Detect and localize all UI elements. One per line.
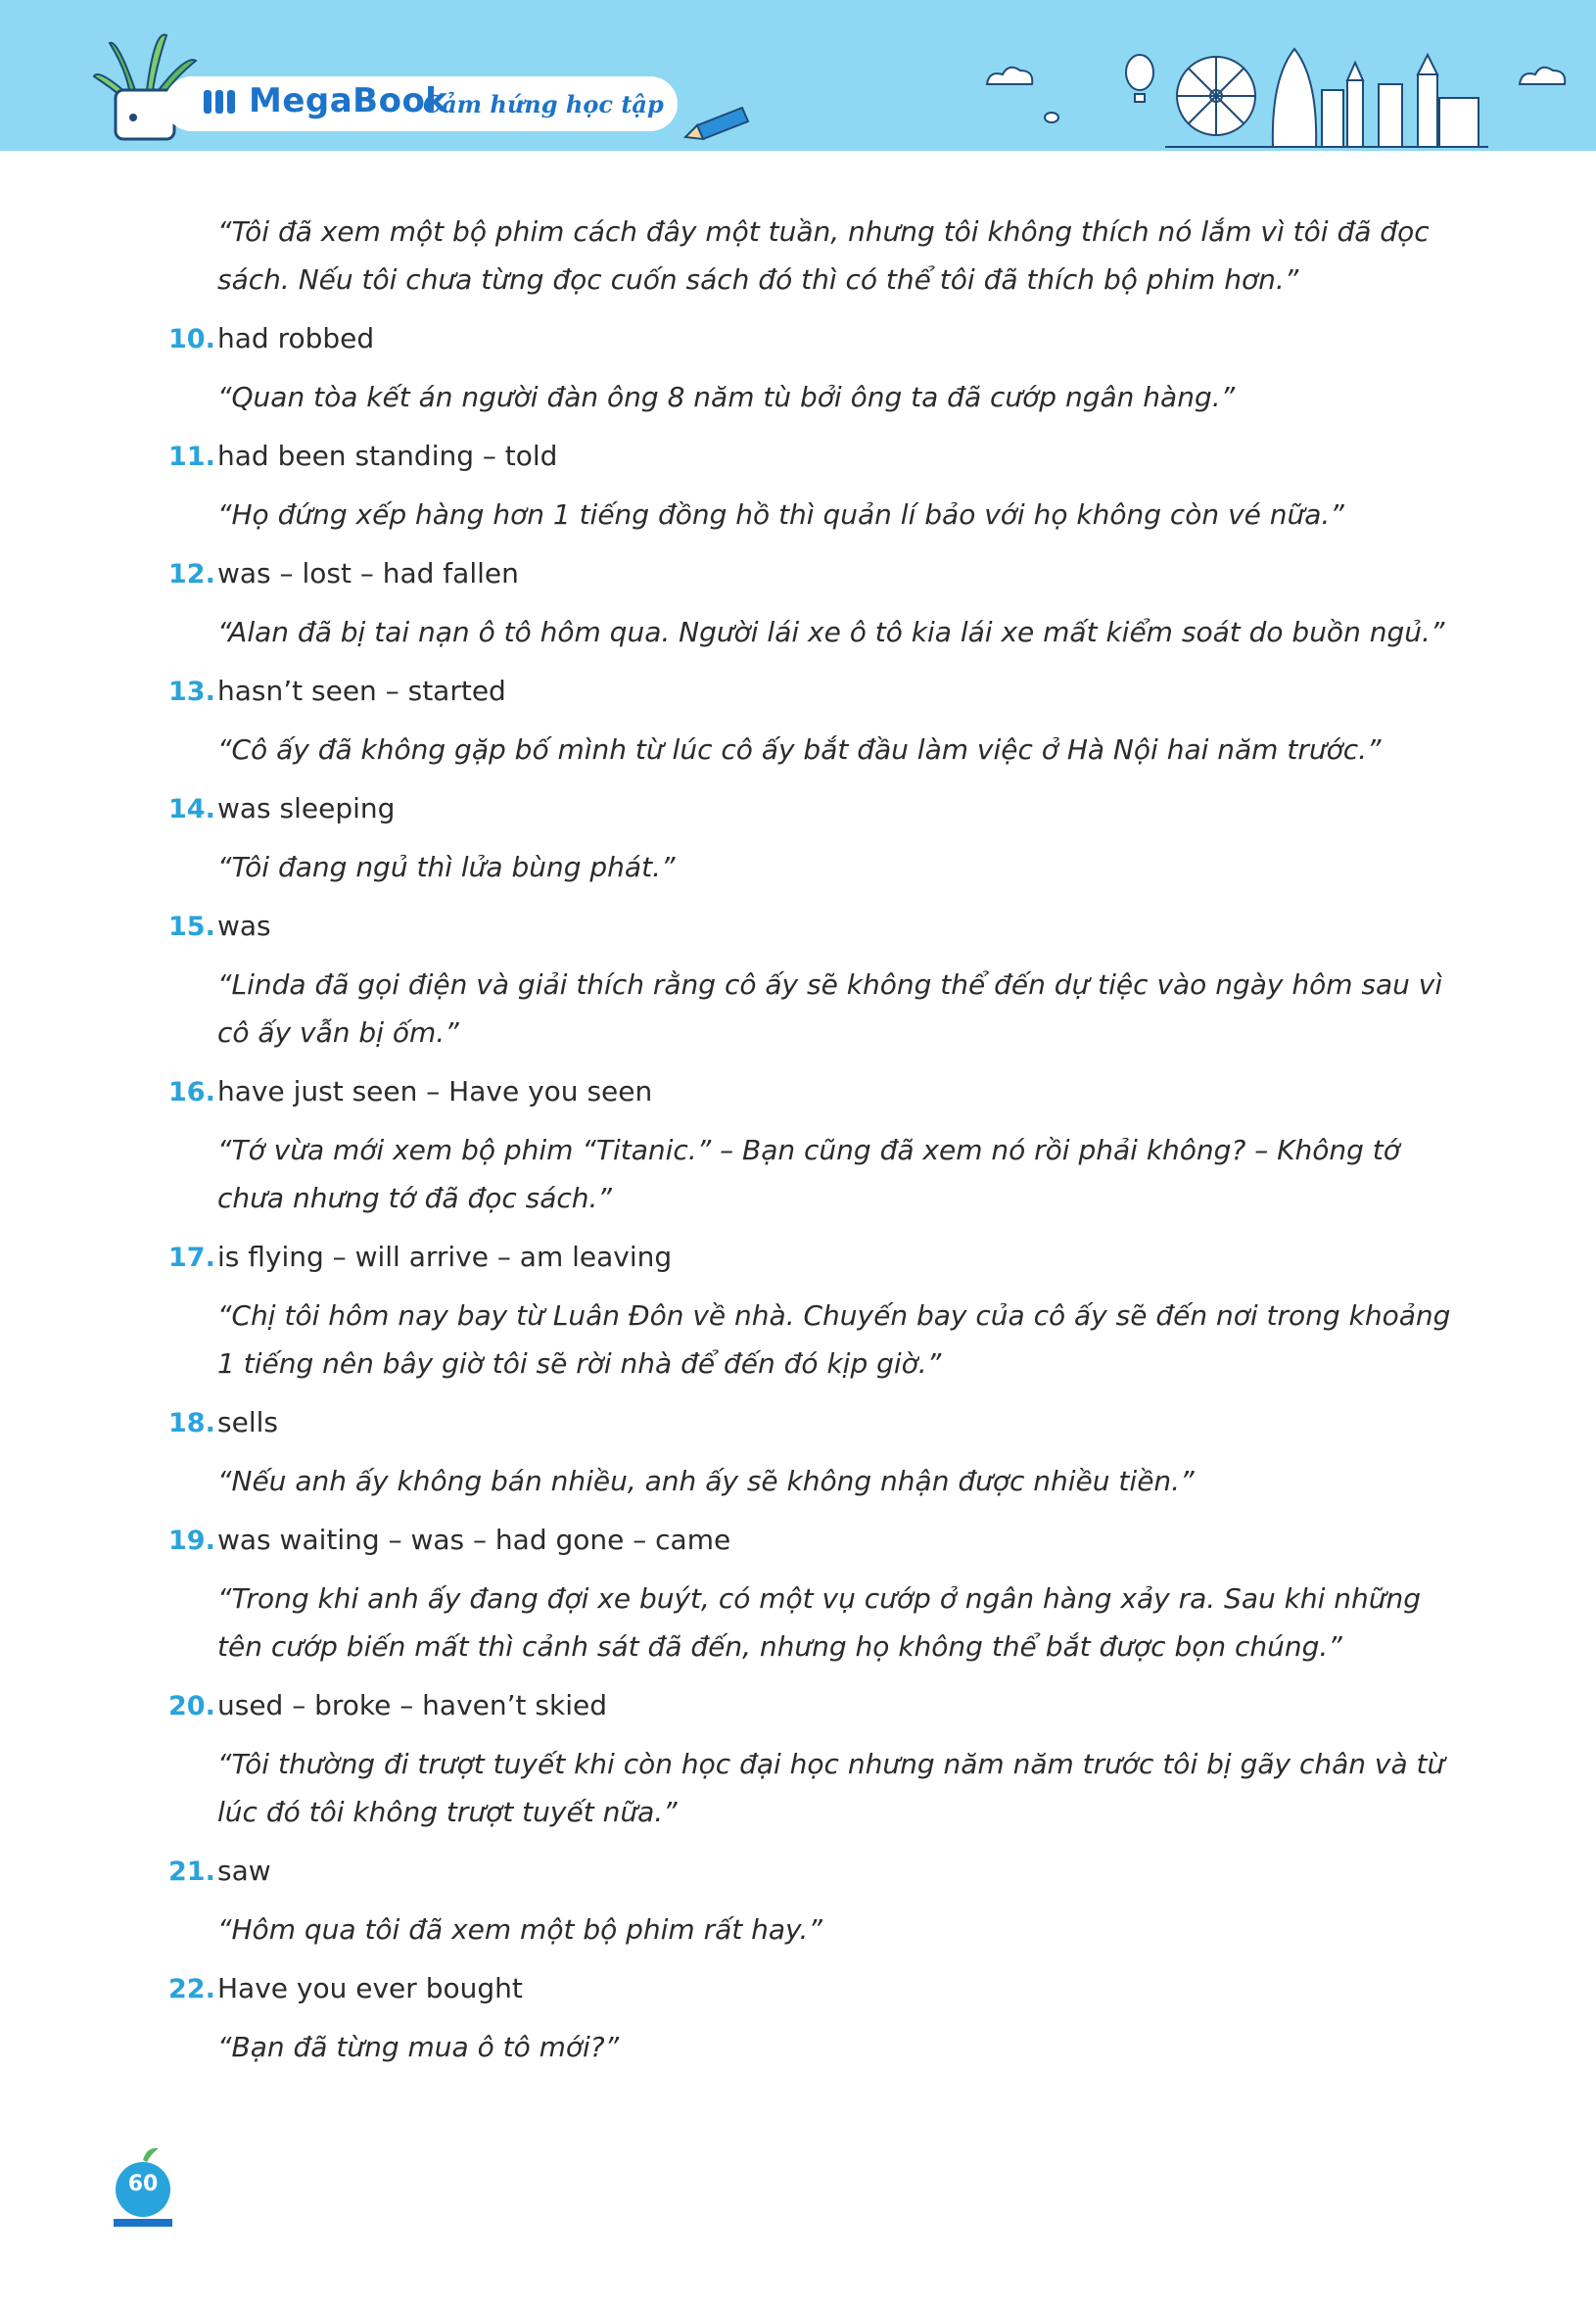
answer-item (168, 1681, 1451, 1729)
item-answer: have just seen – Have you seen (217, 1075, 653, 1107)
answer-item (168, 1516, 1451, 1564)
item-number: 18. (168, 1408, 215, 1438)
item-answer: was sleeping (217, 792, 396, 824)
item-number: 21. (168, 1857, 215, 1887)
answer-list (168, 208, 1451, 2082)
answer-item (168, 1067, 1451, 1115)
skyline-illustration (1165, 49, 1488, 147)
item-answer: had been standing – told (217, 440, 558, 472)
item-translation: “Linda đã gọi điện và giải thích rằng cô ấy sẽ không thể đến dự tiệc vào ngày hôm sau vì cô ấy vẫn bị ốm.” (217, 968, 1443, 1049)
item-translation: “Chị tôi hôm nay bay từ Luân Đôn về nhà. Chuyến bay của cô ấy sẽ đến nơi trong khoảng 1 tiếng nên bây giờ tôi sẽ rời nhà để đến đó kịp giờ.” (217, 1299, 1451, 1380)
item-answer: sells (217, 1406, 278, 1438)
item-number: 22. (168, 1974, 215, 2004)
page-header (0, 0, 1596, 151)
item-answer: hasn’t seen – started (217, 675, 506, 707)
answer-items (168, 314, 1451, 2071)
item-translation: “Alan đã bị tai nạn ô tô hôm qua. Người lái xe ô tô kia lái xe mất kiểm soát do buồn ngủ.” (217, 616, 1445, 648)
pencil-icon (685, 108, 748, 139)
item-translation: “Trong khi anh ấy đang đợi xe buýt, có một vụ cướp ở ngân hàng xảy ra. Sau khi những tên cướp biến mất thì cảnh sát đã đến, nhưng họ không thể bắt được bọn chúng.” (217, 1582, 1422, 1663)
answer-item (168, 1233, 1451, 1281)
item-translation: “Tôi đang ngủ thì lửa bùng phát.” (217, 851, 676, 883)
item-answer: is flying – will arrive – am leaving (217, 1241, 673, 1273)
answer-item (168, 1847, 1451, 1895)
page-number: 60 (127, 2172, 159, 2196)
item-number: 13. (168, 677, 215, 707)
balloon-icon (1126, 55, 1153, 102)
item-translation: “Quan tòa kết án người đàn ông 8 năm tù bởi ông ta đã cướp ngân hàng.” (217, 381, 1236, 413)
answer-item (168, 314, 1451, 362)
item-number: 12. (168, 559, 215, 589)
item-translation: “Hôm qua tôi đã xem một bộ phim rất hay.” (217, 1913, 822, 1946)
item-translation: “Bạn đã từng mua ô tô mới?” (217, 2031, 620, 2063)
item-translation: “Cô ấy đã không gặp bố mình từ lúc cô ấy bắt đầu làm việc ở Hà Nội hai năm trước.” (217, 733, 1382, 766)
item-number: 19. (168, 1526, 215, 1556)
item-number: 17. (168, 1243, 215, 1273)
item-translation: “Tôi thường đi trượt tuyết khi còn học đại học nhưng năm năm trước tôi bị gãy chân và từ lúc đó tôi không trượt tuyết nữa.” (217, 1748, 1445, 1828)
item-translation: “Họ đứng xếp hàng hơn 1 tiếng đồng hồ thì quản lí bảo với họ không còn vé nữa.” (217, 498, 1344, 531)
item-answer: saw (217, 1855, 271, 1887)
answer-item (168, 784, 1451, 832)
item-translation: “Nếu anh ấy không bán nhiều, anh ấy sẽ không nhận được nhiều tiền.” (217, 1465, 1195, 1497)
brand-slogan: Cảm hứng học tập (423, 90, 664, 118)
item-answer: was waiting – was – had gone – came (217, 1524, 731, 1556)
answer-item (168, 667, 1451, 715)
item-answer: Have you ever bought (217, 1972, 523, 2004)
answer-item (168, 432, 1451, 480)
item-number: 15. (168, 912, 215, 942)
lead-translation: “Tôi đã xem một bộ phim cách đây một tuần, nhưng tôi không thích nó lắm vì tôi đã đọc sách. Nếu tôi chưa từng đọc cuốn sách đó thì có thể tôi đã thích bộ phim hơn.” (217, 215, 1430, 296)
answer-item (168, 1398, 1451, 1446)
item-number: 16. (168, 1077, 215, 1107)
megabook-logo-icon (204, 86, 245, 118)
answer-item (168, 1964, 1451, 2012)
item-answer: had robbed (217, 322, 375, 354)
answer-item (168, 549, 1451, 597)
item-answer: was – lost – had fallen (217, 557, 519, 589)
item-number: 10. (168, 324, 215, 354)
brand-name: MegaBook (249, 81, 448, 120)
item-number: 20. (168, 1691, 215, 1721)
item-answer: used – broke – haven’t skied (217, 1689, 607, 1721)
item-answer: was (217, 910, 271, 942)
answer-item (168, 902, 1451, 950)
item-translation: “Tớ vừa mới xem bộ phim “Titanic.” – Bạn cũng đã xem nó rồi phải không? – Không tớ chưa nhưng tớ đã đọc sách.” (217, 1134, 1400, 1214)
item-number: 14. (168, 794, 215, 824)
item-number: 11. (168, 442, 215, 472)
